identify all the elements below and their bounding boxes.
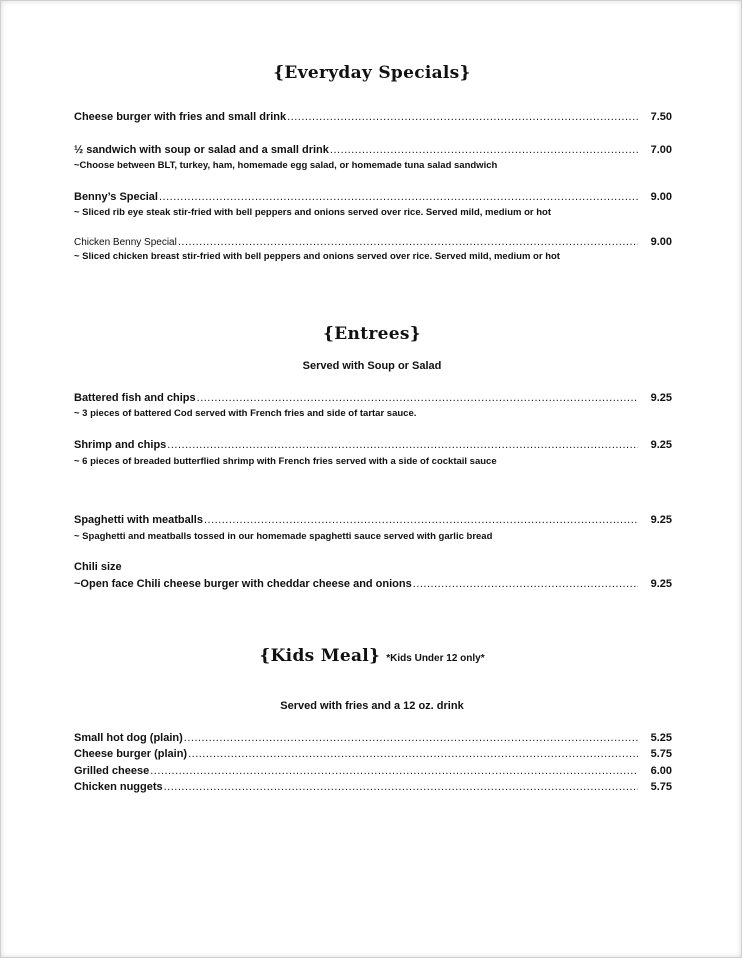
item-price: 6.00: [650, 765, 672, 777]
dot-leader: [287, 111, 638, 123]
item-name: Shrimp and chips: [74, 439, 167, 451]
dot-leader: [150, 765, 638, 777]
menu-item: [74, 439, 672, 451]
item-name: Battered fish and chips: [74, 392, 196, 404]
dot-leader: [178, 236, 638, 248]
menu-item: [74, 111, 672, 123]
menu-item: [74, 144, 672, 156]
menu-item: [74, 781, 672, 793]
item-price: 9.25: [650, 514, 672, 526]
kids-subtitle: Served with fries and a 12 oz. drink: [280, 700, 464, 712]
everyday-specials-heading: {Everyday Specials}: [273, 63, 471, 83]
item-name: Cheese burger (plain): [74, 748, 188, 760]
menu-item: [74, 765, 672, 777]
dot-leader: [204, 514, 638, 526]
item-price: 5.25: [650, 732, 672, 744]
item-description: ~ 6 pieces of breaded butterflied shrimp with French fries served with a side of cocktail sauce: [74, 456, 497, 467]
item-price: 5.75: [650, 748, 672, 760]
dot-leader: [167, 439, 638, 451]
menu-item: [74, 578, 672, 590]
dot-leader: [159, 191, 638, 203]
item-name: Grilled cheese: [74, 765, 150, 777]
item-name: Cheese burger with fries and small drink: [74, 111, 287, 123]
item-price: 9.00: [650, 191, 672, 203]
dot-leader: [330, 144, 638, 156]
menu-item: [74, 732, 672, 744]
item-price: 9.00: [650, 236, 672, 248]
dot-leader: [188, 748, 638, 760]
item-price: 7.00: [650, 144, 672, 156]
entrees-subtitle: Served with Soup or Salad: [302, 360, 442, 372]
item-name: Chicken nuggets: [74, 781, 163, 793]
item-description: ~Open face Chili cheese burger with cheddar cheese and onions: [74, 578, 412, 590]
item-name: Chili size: [74, 561, 122, 573]
menu-item: [74, 748, 672, 760]
item-price: 7.50: [650, 111, 672, 123]
item-name: Benny’s Special: [74, 191, 158, 203]
menu-item: [74, 236, 672, 248]
item-name: Chicken Benny Special: [74, 237, 177, 248]
item-name: ½ sandwich with soup or salad and a small drink: [74, 144, 329, 156]
item-description: ~ Sliced rib eye steak stir-fried with bell peppers and onions served over rice. Served mild, medium or hot: [74, 207, 551, 218]
item-name: Spaghetti with meatballs: [74, 514, 203, 526]
item-price: 9.25: [650, 392, 672, 404]
dot-leader: [184, 732, 638, 744]
item-description: ~Choose between BLT, turkey, ham, homemade egg salad, or homemade tuna salad sandwich: [74, 160, 498, 171]
menu-item: [74, 191, 672, 203]
menu-item: [74, 514, 672, 526]
kids-age-note: *Kids Under 12 only*: [386, 653, 485, 664]
item-price: 9.25: [650, 578, 672, 590]
entrees-heading: {Entrees}: [323, 324, 421, 344]
item-description: ~ Spaghetti and meatballs tossed in our homemade spaghetti sauce served with garlic bread: [74, 531, 493, 542]
kids-meal-title: {Kids Meal}: [259, 646, 381, 666]
dot-leader: [164, 781, 638, 793]
kids-meal-heading: [1, 646, 743, 666]
item-description: ~ Sliced chicken breast stir-fried with bell peppers and onions served over rice. Served mild, medium or hot: [74, 251, 560, 262]
item-price: 5.75: [650, 781, 672, 793]
item-price: 9.25: [650, 439, 672, 451]
item-description: ~ 3 pieces of battered Cod served with French fries and side of tartar sauce.: [74, 408, 417, 419]
dot-leader: [413, 578, 638, 590]
menu-item: [74, 392, 672, 404]
item-name: Small hot dog (plain): [74, 732, 183, 744]
dot-leader: [197, 392, 638, 404]
